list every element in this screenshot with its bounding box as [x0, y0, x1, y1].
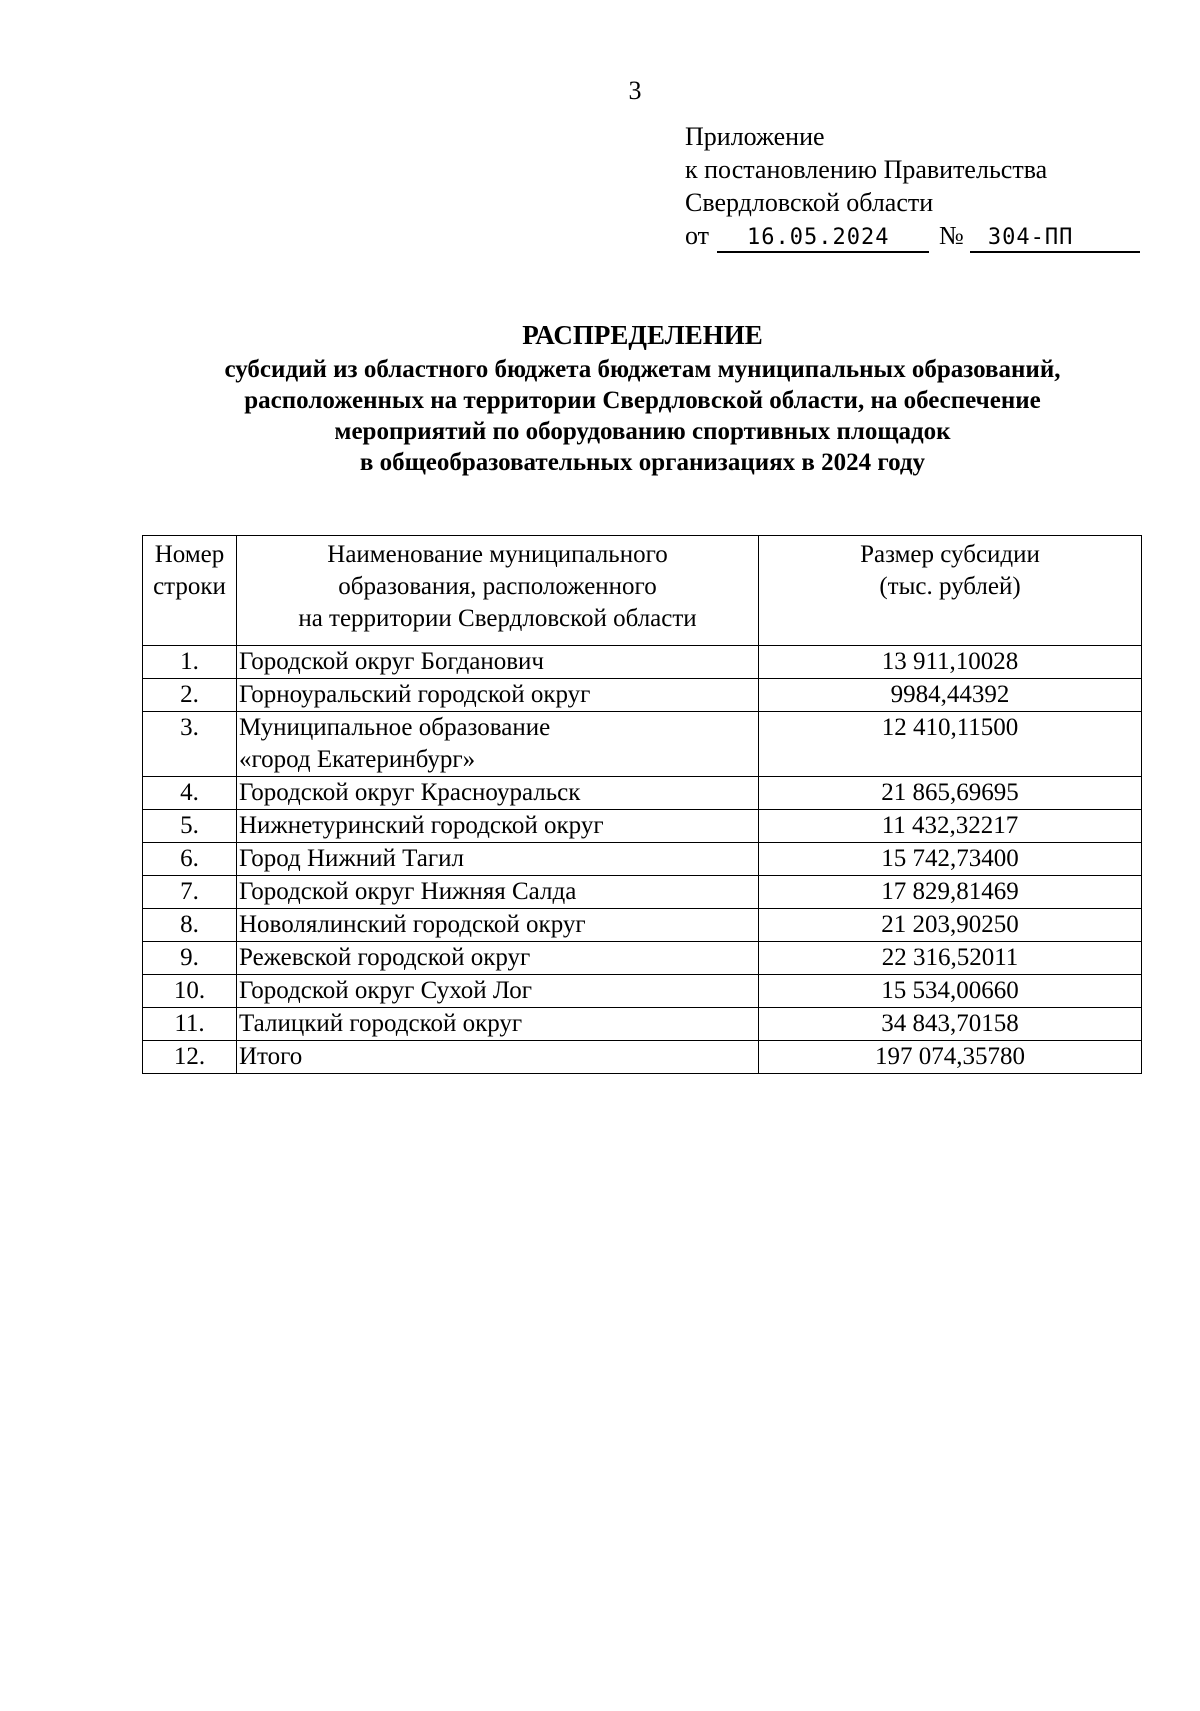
appendix-region-line: Свердловской области [685, 188, 934, 217]
row-number: 4. [143, 777, 237, 810]
row-number: 7. [143, 876, 237, 909]
subsidy-amount: 11 432,32217 [759, 810, 1142, 843]
table-row [143, 777, 1142, 810]
page-number: 3 [628, 76, 642, 105]
municipality-name: Режевской городской округ [237, 942, 759, 975]
table-row [143, 876, 1142, 909]
distribution-table [142, 535, 1142, 1074]
municipality-name: Городской округ Богданович [237, 646, 759, 679]
subsidy-amount: 13 911,10028 [759, 646, 1142, 679]
subsidy-amount: 12 410,11500 [759, 712, 1142, 777]
row-number: 3. [143, 712, 237, 777]
row-number: 5. [143, 810, 237, 843]
total-amount: 197 074,35780 [759, 1041, 1142, 1074]
header-number-line2: строки [153, 573, 226, 600]
municipality-name-line1: Муниципальное образование [239, 714, 551, 741]
subsidy-amount: 22 316,52011 [759, 942, 1142, 975]
row-number: 12. [143, 1041, 237, 1074]
municipality-name [237, 712, 759, 777]
title-line-2: расположенных на территории Свердловской области, на обеспечение [244, 387, 1041, 414]
municipality-name: Город Нижний Тагил [237, 843, 759, 876]
table-row [143, 942, 1142, 975]
header-subsidy-amount [759, 536, 1142, 646]
header-name-line2: образования, расположенного [338, 573, 657, 600]
municipality-name: Горноуральский городской округ [237, 679, 759, 712]
title-line-3: мероприятий по оборудованию спортивных площадок [334, 418, 951, 445]
header-number-line1: Номер [154, 541, 225, 568]
subsidy-amount: 15 742,73400 [759, 843, 1142, 876]
row-number: 1. [143, 646, 237, 679]
total-label: Итого [237, 1041, 759, 1074]
document-title [120, 318, 1165, 478]
municipality-name: Новолялинский городской округ [237, 909, 759, 942]
table-row [143, 909, 1142, 942]
subsidy-amount: 15 534,00660 [759, 975, 1142, 1008]
table-row [143, 712, 1142, 777]
row-number: 6. [143, 843, 237, 876]
table-header-row [143, 536, 1142, 646]
header-municipality-name [237, 536, 759, 646]
table-row [143, 646, 1142, 679]
municipality-name: Городской округ Красноуральск [237, 777, 759, 810]
appendix-resolution-line: к постановлению Правительства [685, 155, 1048, 184]
header-name-line1: Наименование муниципального [327, 541, 668, 568]
municipality-name: Талицкий городской округ [237, 1008, 759, 1041]
subsidy-amount: 21 865,69695 [759, 777, 1142, 810]
row-number: 10. [143, 975, 237, 1008]
header-name-line3: на территории Свердловской области [298, 605, 697, 632]
table-row [143, 843, 1142, 876]
subsidy-amount: 34 843,70158 [759, 1008, 1142, 1041]
title-main: РАСПРЕДЕЛЕНИЕ [522, 320, 763, 350]
subsidy-amount: 9984,44392 [759, 679, 1142, 712]
header-amount-line1: Размер субсидии [860, 541, 1040, 568]
title-line-1: субсидий из областного бюджета бюджетам муниципальных образований, [224, 356, 1061, 383]
appendix-date-number-line [685, 219, 1140, 253]
date-prefix: от [685, 221, 710, 250]
municipality-name: Городской округ Сухой Лог [237, 975, 759, 1008]
row-number: 2. [143, 679, 237, 712]
row-number: 11. [143, 1008, 237, 1041]
table-row [143, 679, 1142, 712]
municipality-name-line2: «город Екатеринбург» [239, 746, 476, 773]
subsidy-amount: 17 829,81469 [759, 876, 1142, 909]
table-row [143, 810, 1142, 843]
municipality-name: Нижнетуринский городской округ [237, 810, 759, 843]
appendix-title: Приложение [685, 122, 825, 151]
header-row-number [143, 536, 237, 646]
table-row [143, 975, 1142, 1008]
subsidy-amount: 21 203,90250 [759, 909, 1142, 942]
row-number: 8. [143, 909, 237, 942]
municipality-name: Городской округ Нижняя Салда [237, 876, 759, 909]
header-amount-line2: (тыс. рублей) [879, 573, 1021, 600]
table-row [143, 1008, 1142, 1041]
title-line-4: в общеобразовательных организациях в 2024 году [359, 449, 926, 476]
number-prefix: № [939, 221, 964, 250]
resolution-date: 16.05.2024 [717, 225, 929, 253]
resolution-number: 304-ПП [970, 225, 1140, 253]
appendix-block [685, 120, 1140, 253]
row-number: 9. [143, 942, 237, 975]
table-total-row [143, 1041, 1142, 1074]
